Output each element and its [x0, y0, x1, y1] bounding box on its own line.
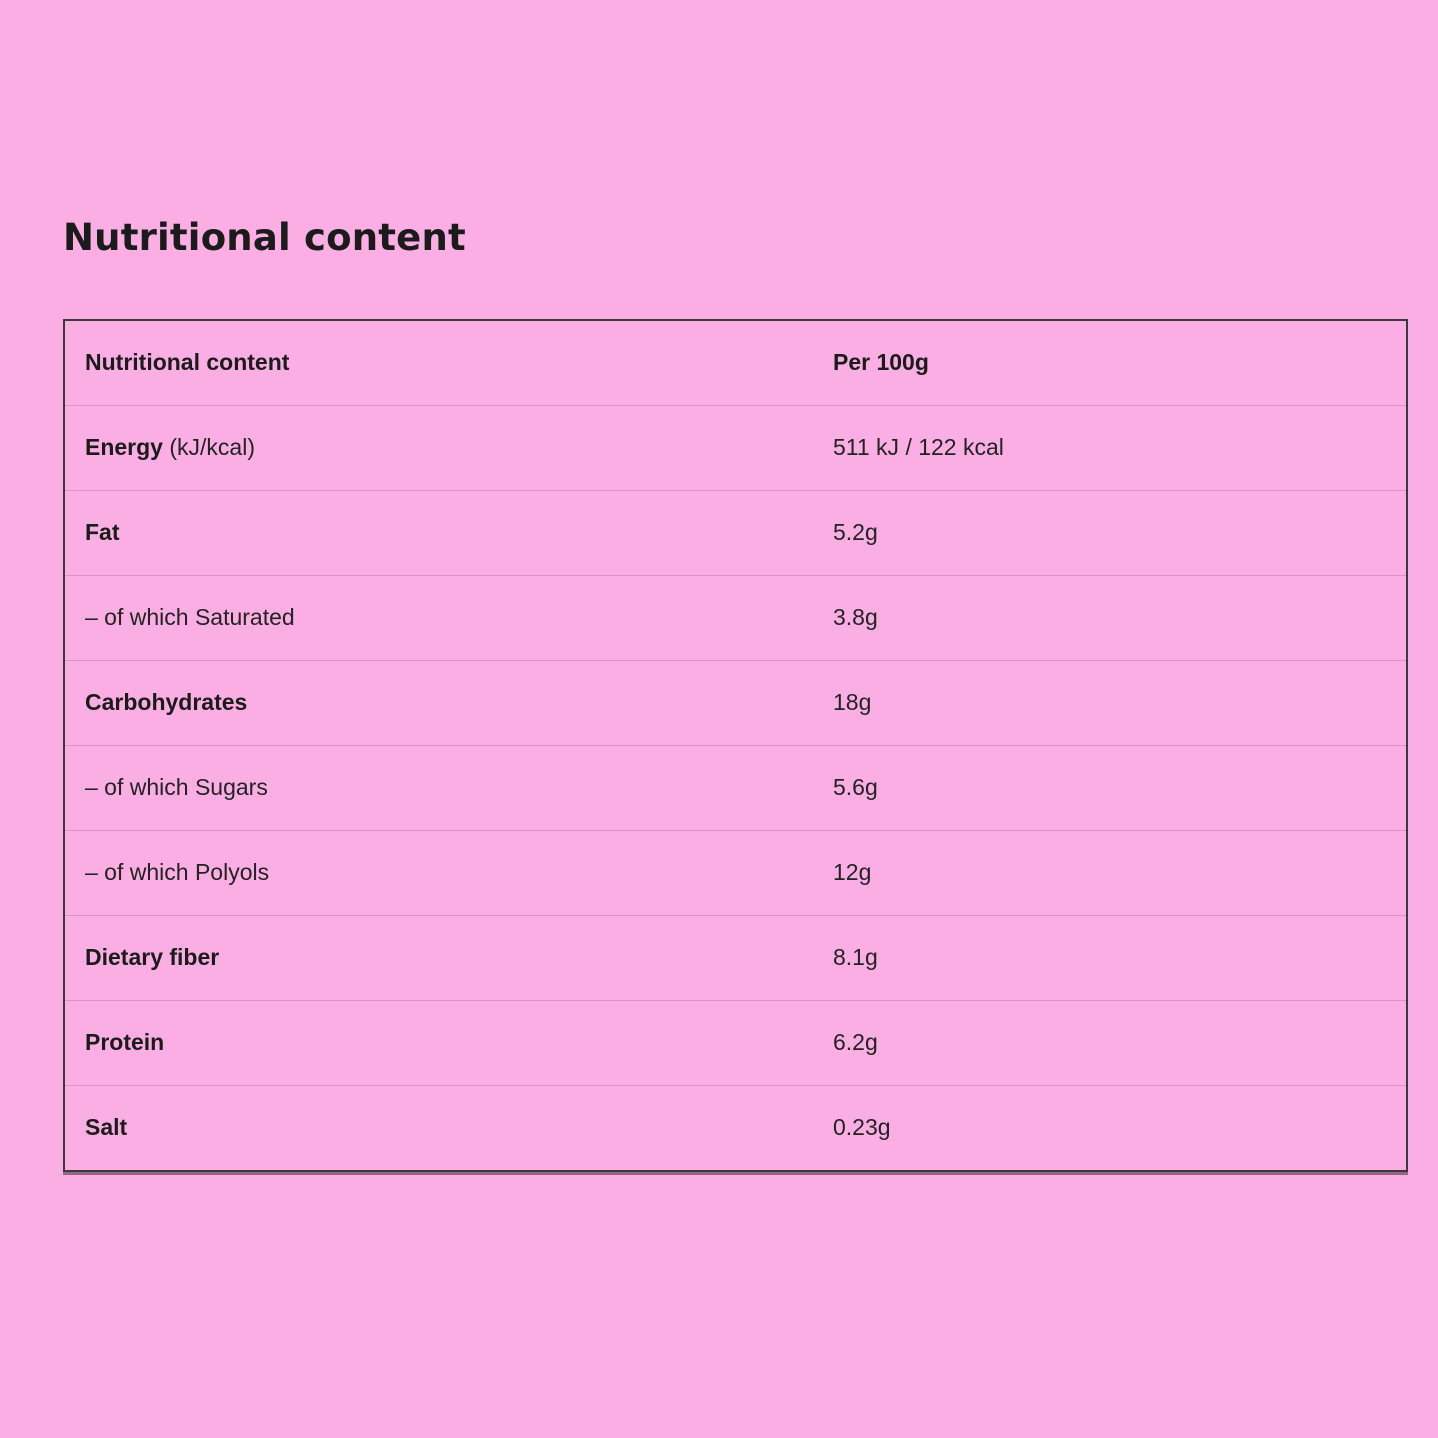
row-label-bold: Energy	[85, 434, 163, 461]
row-label	[65, 774, 813, 802]
row-label	[65, 604, 813, 632]
row-label	[65, 519, 813, 547]
row-value: 3.8g	[833, 604, 878, 631]
table-row	[65, 661, 1406, 746]
row-label	[65, 944, 813, 972]
header-label-cell: Nutritional content	[85, 349, 290, 376]
row-label	[65, 859, 813, 887]
table-row	[65, 1001, 1406, 1086]
row-label	[65, 1114, 813, 1142]
row-label-bold: Carbohydrates	[85, 689, 248, 716]
row-label-rest: (kJ/kcal)	[162, 434, 255, 461]
row-label-bold: Salt	[85, 1114, 128, 1141]
nutrition-table	[63, 319, 1408, 1172]
row-value: 5.6g	[833, 774, 878, 801]
table-row	[65, 831, 1406, 916]
row-value: 6.2g	[833, 1029, 878, 1056]
table-row	[65, 406, 1406, 491]
row-label	[65, 434, 813, 462]
row-label-rest: – of which Sugars	[85, 774, 268, 801]
page-title: Nutritional content	[63, 216, 466, 259]
row-value: 8.1g	[833, 944, 878, 971]
table-row	[65, 1086, 1406, 1170]
table-header-row	[65, 321, 1406, 406]
row-label-rest: – of which Saturated	[85, 604, 295, 631]
row-label	[65, 1029, 813, 1057]
row-value: 511 kJ / 122 kcal	[833, 434, 1004, 461]
table-row	[65, 746, 1406, 831]
row-value: 18g	[833, 689, 872, 716]
row-label-rest: – of which Polyols	[85, 859, 270, 886]
row-value: 0.23g	[833, 1114, 891, 1141]
row-value: 12g	[833, 859, 872, 886]
row-label-bold: Protein	[85, 1029, 165, 1056]
row-value: 5.2g	[833, 519, 878, 546]
table-row	[65, 916, 1406, 1001]
row-label-bold: Fat	[85, 519, 120, 546]
row-label-bold: Dietary fiber	[85, 944, 220, 971]
header-value-cell: Per 100g	[833, 349, 929, 376]
table-row	[65, 576, 1406, 661]
table-row	[65, 491, 1406, 576]
table-body	[65, 406, 1406, 1170]
page-section	[63, 0, 1408, 1172]
row-label	[65, 689, 813, 717]
